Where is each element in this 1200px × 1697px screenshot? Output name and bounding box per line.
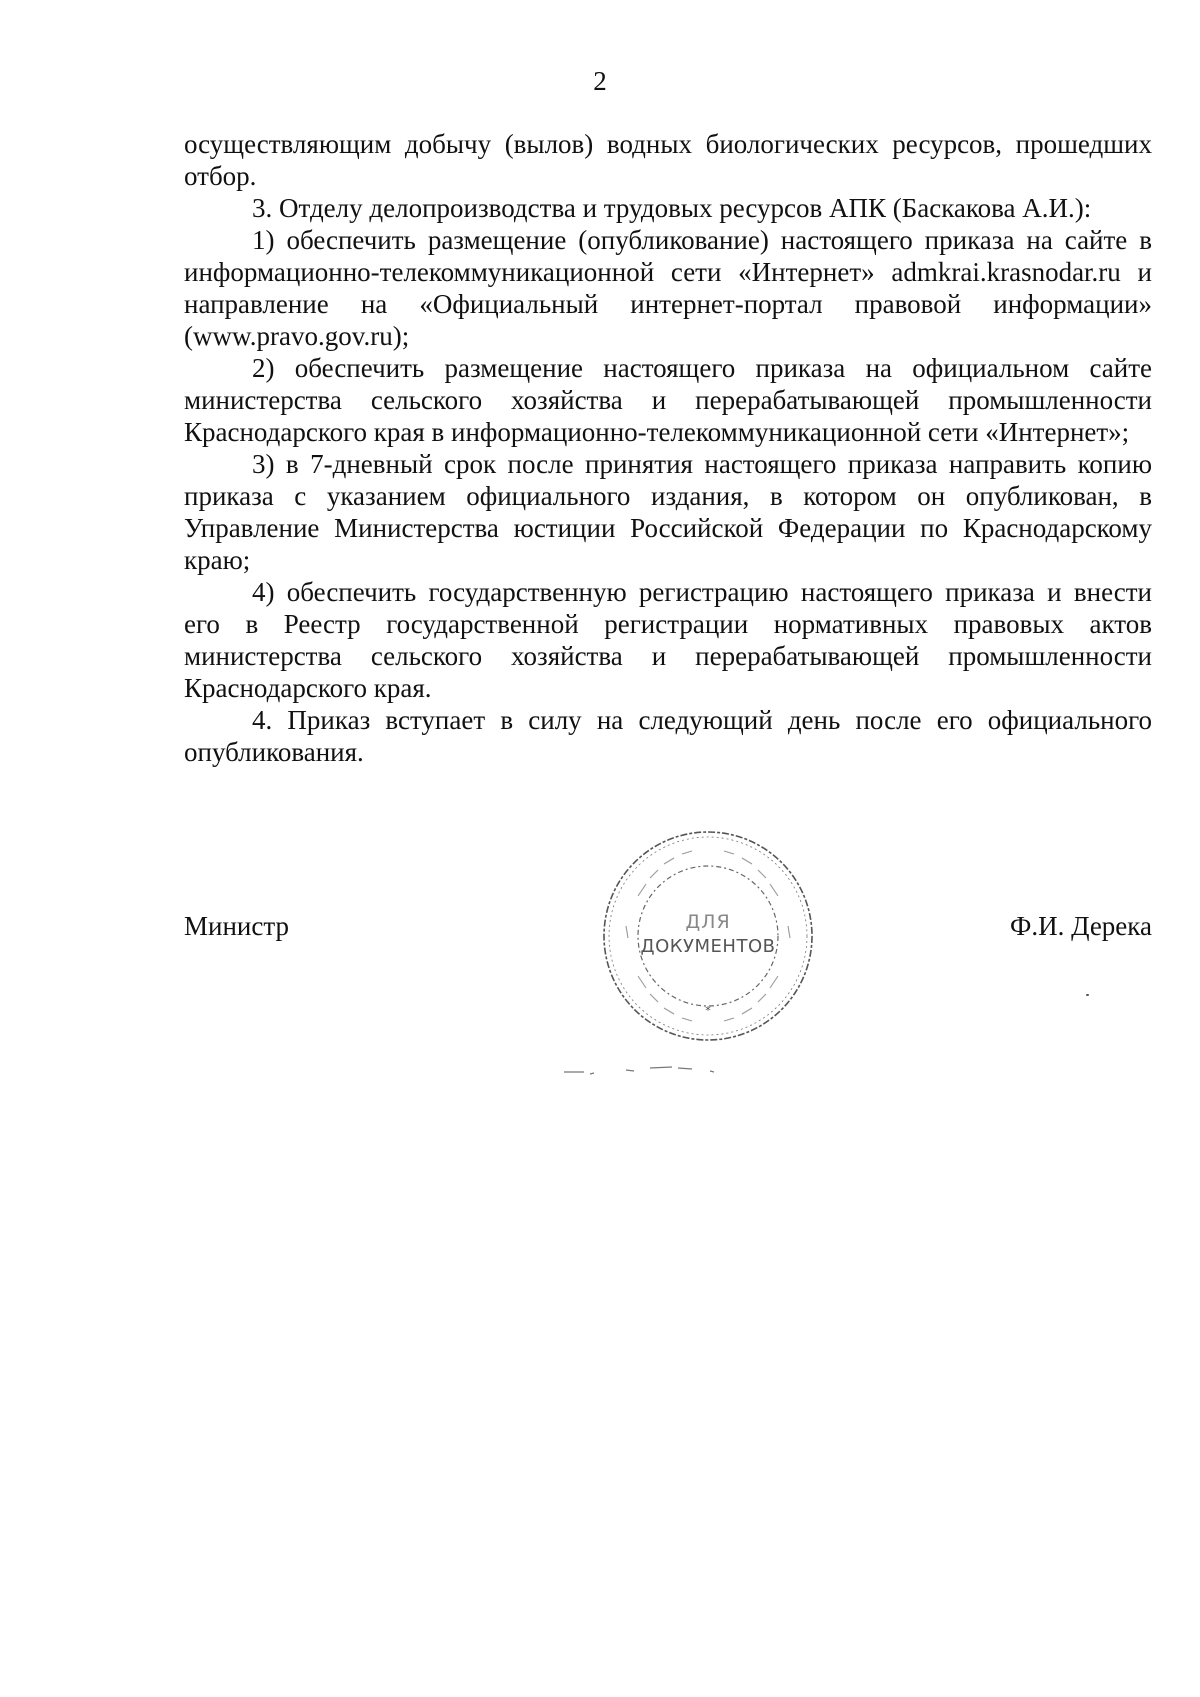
paragraph-subitem-4: 4) обеспечить государственную регистрацию настоящего приказа и внести его в Реестр государственной регистрации нормативных правовых актов министерства сельского хозяйства и перерабатывающей промышленности Краснодарского края. xyxy=(184,577,1152,703)
stamp-center-text-1: ДЛЯ xyxy=(685,911,731,933)
paragraph-item-3: 3. Отделу делопроизводства и трудовых ресурсов АПК (Баскакова А.И.): xyxy=(252,193,1092,223)
official-stamp xyxy=(598,826,818,1046)
stamp-center-text-2: ДОКУМЕНТОВ xyxy=(640,936,776,957)
document-body xyxy=(184,128,1152,768)
paragraph-subitem-2: 2) обеспечить размещение настоящего приказа на официальном сайте министерства сельского хозяйства и перерабатывающей промышленности Краснодарского края в информационно-телекоммуникационной сети «Интернет»; xyxy=(184,353,1152,447)
page-number: 2 xyxy=(593,66,607,96)
star-icon: * xyxy=(705,1004,711,1017)
paragraph-continuation: осуществляющим добычу (вылов) водных биологических ресурсов, прошедших отбор. xyxy=(184,129,1152,191)
paragraph-item-4: 4. Приказ вступает в силу на следующий день после его официального опубликования. xyxy=(184,705,1152,767)
scan-marks-icon xyxy=(560,1060,760,1080)
signature-title: Министр xyxy=(184,911,289,941)
paragraph-subitem-3: 3) в 7-дневный срок после принятия настоящего приказа направить копию приказа с указанием официального издания, в котором он опубликован, в Управление Министерства юстиции Российской Федерации по Краснодарскому краю; xyxy=(184,449,1152,575)
scan-dot xyxy=(1086,994,1089,996)
signature-name: Ф.И. Дерека xyxy=(1010,911,1152,941)
paragraph-subitem-1: 1) обеспечить размещение (опубликование) настоящего приказа на сайте в информационно-телекоммуникационной сети «Интернет» admkrai.krasnodar.ru и направление на «Официальный интернет-портал правовой информации» (www.pravo.gov.ru); xyxy=(184,225,1152,351)
